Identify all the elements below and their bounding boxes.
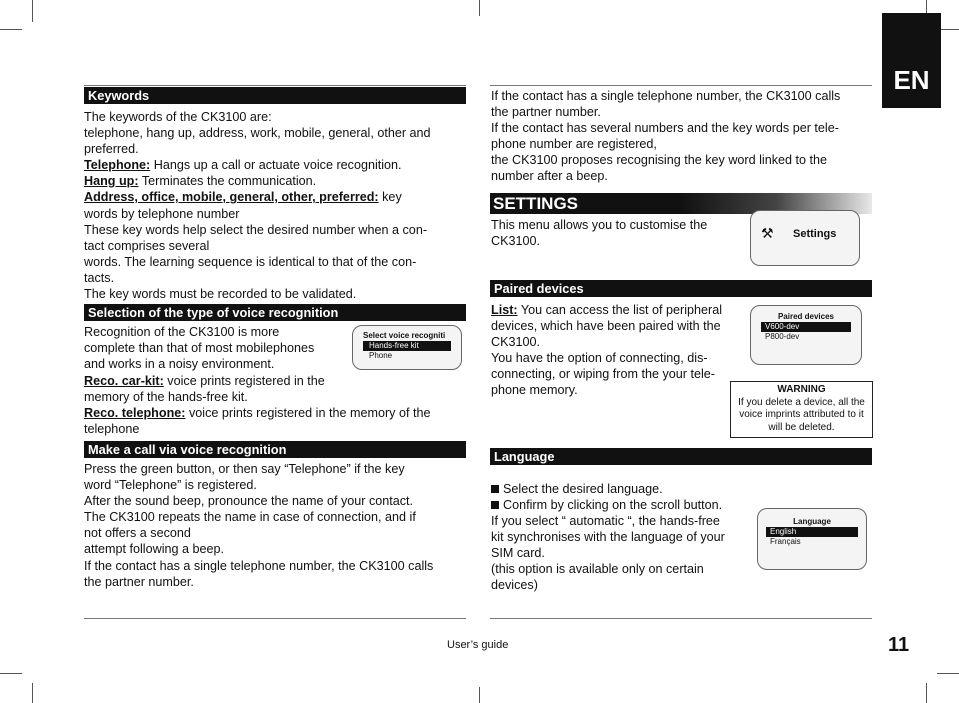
term-label: Hang up: bbox=[84, 174, 139, 188]
warning-title: WARNING bbox=[777, 384, 826, 395]
screen-title: Language bbox=[793, 517, 831, 526]
screen-option-selected: Hands-free kit bbox=[363, 341, 451, 351]
term-text: Terminates the communication. bbox=[138, 174, 317, 188]
crop-mark bbox=[926, 683, 927, 703]
device-image bbox=[750, 305, 862, 365]
body-text: telephone, hang up, address, work, mobile, general, other and bbox=[84, 126, 431, 140]
screen-title: Paired devices bbox=[777, 312, 835, 321]
wrench-icon: ⚒ bbox=[761, 225, 774, 241]
body-text: attempt following a beep. bbox=[84, 542, 225, 556]
body-text: (this option is available only on certain bbox=[491, 562, 704, 576]
body-text: tacts. bbox=[84, 271, 115, 285]
body-text: the CK3100 proposes recognising the key word linked to the bbox=[491, 153, 828, 167]
body-text: preferred. bbox=[84, 142, 139, 156]
body-text: kit synchronises with the language of your bbox=[491, 530, 725, 544]
body-text: complete than that of most mobilephones bbox=[84, 341, 315, 355]
screen-option-selected: English bbox=[766, 527, 858, 537]
reco-car-line bbox=[84, 373, 325, 389]
body-text: The key words must be recorded to be validated. bbox=[84, 287, 357, 301]
term-text: You can access the list of peripheral bbox=[517, 303, 723, 317]
body-text: phone memory. bbox=[491, 383, 578, 397]
body-text: If the contact has a single telephone number, the CK3100 calls bbox=[84, 559, 434, 573]
device-screen bbox=[761, 312, 851, 344]
bullet-text: Confirm by clicking on the scroll button. bbox=[503, 498, 723, 512]
body-text: the partner number. bbox=[84, 575, 194, 589]
body-text: number after a beep. bbox=[491, 169, 608, 183]
footer-guide: User’s guide bbox=[447, 639, 509, 651]
screen-title: Select voice recogniti bbox=[363, 331, 446, 340]
bullet-item bbox=[491, 481, 663, 497]
body-text: words by telephone number bbox=[84, 207, 240, 221]
body-text: These key words help select the desired number when a con- bbox=[84, 223, 428, 237]
body-text: SIM card. bbox=[491, 546, 545, 560]
body-text: The keywords of the CK3100 are: bbox=[84, 110, 272, 124]
warning-text: voice imprints attributed to it bbox=[739, 409, 864, 421]
body-text: the partner number. bbox=[491, 105, 601, 119]
language-tab: EN bbox=[882, 13, 941, 108]
bullet-item bbox=[491, 497, 722, 513]
bullet-icon bbox=[491, 485, 499, 493]
body-text: If the contact has a single telephone number, the CK3100 calls bbox=[491, 89, 841, 103]
term-label: List: bbox=[491, 303, 518, 317]
body-text: words. The learning sequence is identical to that of the con- bbox=[84, 255, 417, 269]
device-screen bbox=[363, 331, 451, 363]
crop-mark bbox=[32, 683, 33, 703]
crop-mark bbox=[0, 29, 22, 30]
top-rule bbox=[490, 85, 872, 86]
body-text: If the contact has several numbers and the key words per tele- bbox=[491, 121, 839, 135]
body-text: telephone bbox=[84, 422, 140, 436]
term-text: key bbox=[378, 190, 402, 204]
settings-header: SETTINGS bbox=[490, 193, 872, 214]
bottom-rule bbox=[490, 618, 872, 619]
top-rule bbox=[84, 85, 466, 86]
body-text: devices, which have been paired with the bbox=[491, 319, 721, 333]
body-text: CK3100. bbox=[491, 335, 541, 349]
warning-text: If you delete a device, all the bbox=[738, 396, 865, 408]
keywords-header: Keywords bbox=[84, 87, 466, 104]
language-header: Language bbox=[490, 448, 872, 465]
term-label: Telephone: bbox=[84, 158, 151, 172]
warning-text: will be deleted. bbox=[768, 421, 835, 433]
term-label: Reco. telephone: bbox=[84, 406, 186, 420]
device-screen bbox=[766, 517, 858, 551]
make-call-header: Make a call via voice recognition bbox=[84, 441, 466, 458]
term-label: Reco. car-kit: bbox=[84, 374, 164, 388]
device-image bbox=[750, 210, 860, 266]
telephone-line bbox=[84, 157, 402, 173]
crop-mark bbox=[32, 0, 33, 22]
body-text: After the sound beep, pronounce the name of your contact. bbox=[84, 494, 414, 508]
crop-mark bbox=[0, 673, 22, 674]
screen-option: Phone bbox=[369, 351, 393, 360]
paired-devices-header: Paired devices bbox=[490, 280, 872, 297]
body-text: If you select “ automatic “, the hands-free bbox=[491, 514, 720, 528]
bullet-icon bbox=[491, 501, 499, 509]
reco-tel-line bbox=[84, 405, 430, 421]
list-line bbox=[491, 302, 722, 318]
voice-recognition-header: Selection of the type of voice recognition bbox=[84, 304, 466, 321]
hangup-line bbox=[84, 173, 316, 189]
screen-title: Settings bbox=[793, 228, 837, 240]
bullet-text: Select the desired language. bbox=[503, 482, 663, 496]
body-text: and works in a noisy environment. bbox=[84, 357, 275, 371]
body-text: word “Telephone” is registered. bbox=[84, 478, 257, 492]
body-text: CK3100. bbox=[491, 234, 541, 248]
body-text: The CK3100 repeats the name in case of connection, and if bbox=[84, 510, 416, 524]
screen-option-selected: V600-dev bbox=[761, 322, 851, 332]
body-text: Recognition of the CK3100 is more bbox=[84, 325, 280, 339]
address-line bbox=[84, 189, 402, 205]
crop-mark bbox=[479, 687, 480, 703]
term-text: voice prints registered in the memory of the bbox=[185, 406, 431, 420]
body-text: not offers a second bbox=[84, 526, 191, 540]
page-number: 11 bbox=[888, 634, 910, 656]
crop-mark bbox=[479, 0, 480, 16]
screen-option: Français bbox=[770, 537, 801, 546]
body-text: This menu allows you to customise the bbox=[491, 218, 708, 232]
body-text: memory of the hands-free kit. bbox=[84, 390, 248, 404]
body-text: Press the green button, or then say “Telephone” if the key bbox=[84, 462, 405, 476]
body-text: You have the option of connecting, dis- bbox=[491, 351, 708, 365]
device-image bbox=[757, 508, 867, 570]
crop-mark bbox=[937, 673, 959, 674]
body-text: connecting, or wiping from the your tele- bbox=[491, 367, 716, 381]
term-label: Address, office, mobile, general, other, preferred: bbox=[84, 190, 379, 204]
warning-box bbox=[730, 381, 873, 438]
body-text: devices) bbox=[491, 578, 538, 592]
term-text: voice prints registered in the bbox=[163, 374, 325, 388]
bottom-rule bbox=[84, 618, 466, 619]
body-text: tact comprises several bbox=[84, 239, 210, 253]
term-text: Hangs up a call or actuate voice recognition. bbox=[150, 158, 402, 172]
screen-option: P800-dev bbox=[765, 332, 800, 341]
body-text: phone number are registered, bbox=[491, 137, 657, 151]
device-image bbox=[352, 325, 462, 370]
